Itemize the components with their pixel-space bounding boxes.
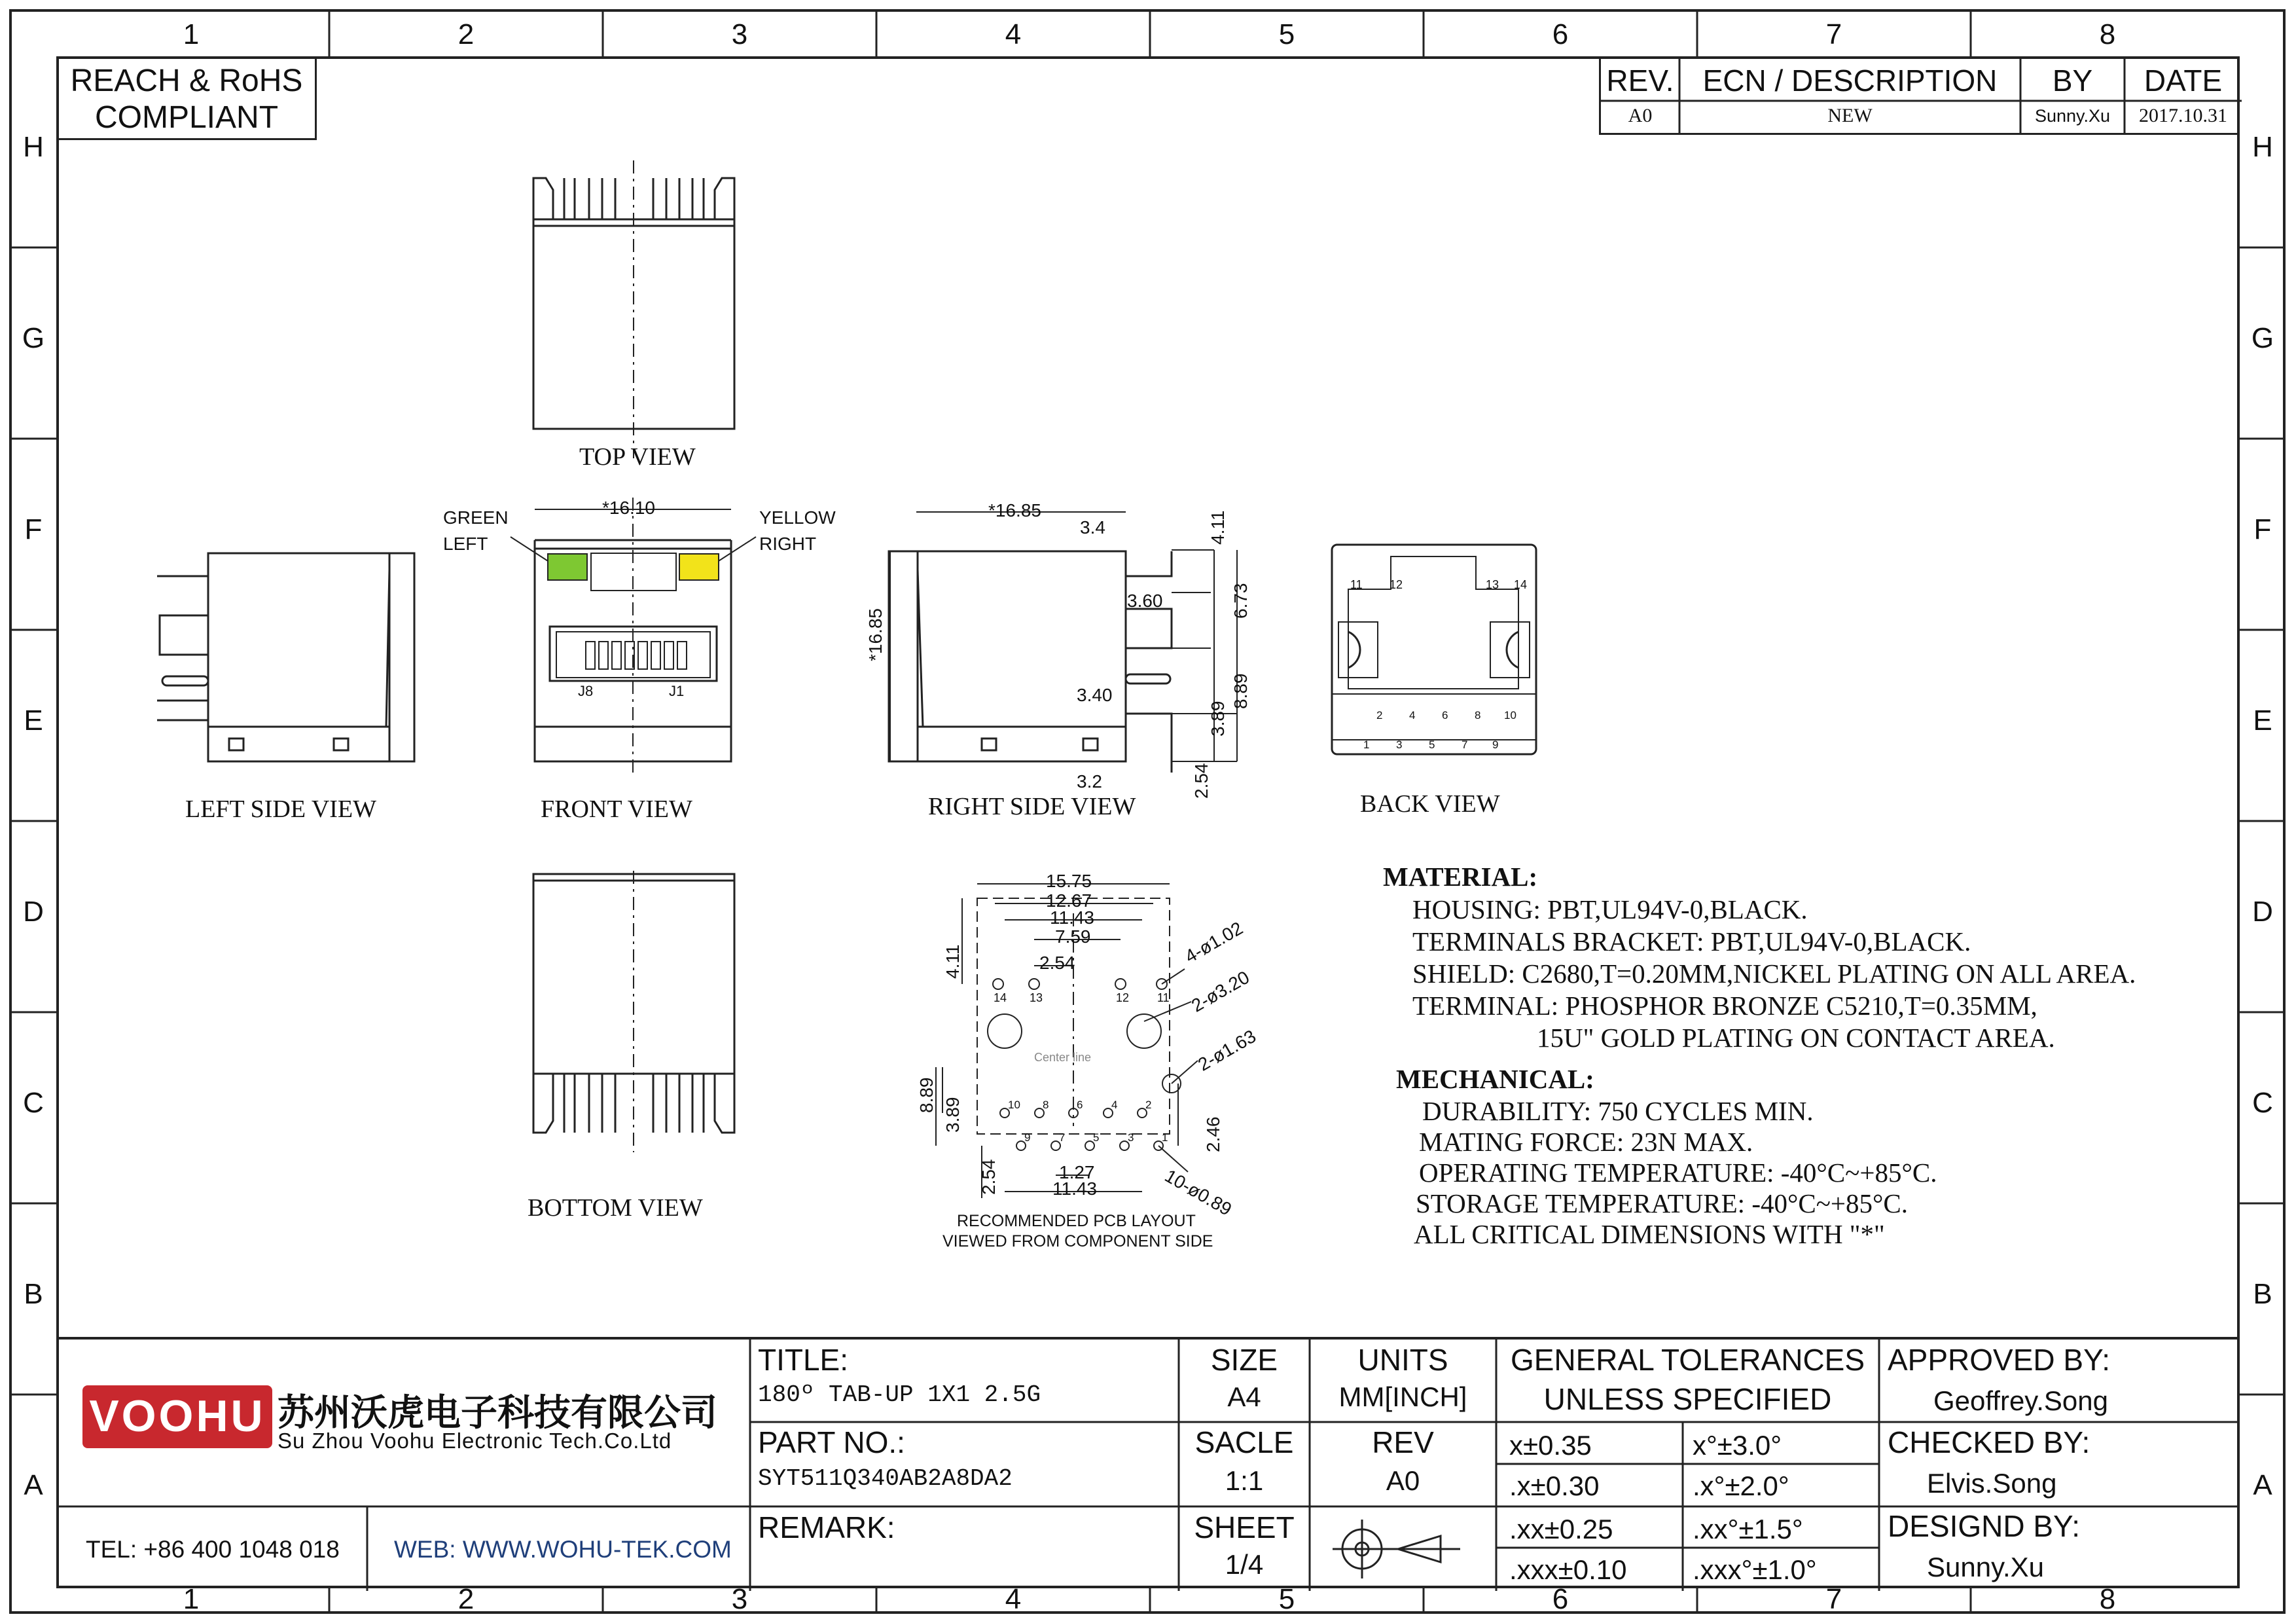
ecn-cell: NEW	[1827, 105, 1873, 126]
title-block	[56, 1337, 2240, 1588]
pcb-dim-2-54-top: 2.54	[1039, 953, 1075, 973]
tolerance-linear-0: x±0.35	[1509, 1430, 1592, 1461]
material-bracket: TERMINALS BRACKET: PBT,UL94V-0,BLACK.	[1412, 926, 1971, 957]
material-terminal: TERMINAL: PHOSPHOR BRONZE C5210,T=0.35MM,	[1412, 991, 2037, 1021]
company-name-en: Su Zhou Voohu Electronic Tech.Co.Ltd	[278, 1429, 672, 1453]
tolerance-linear-3: .xxx±0.10	[1509, 1554, 1627, 1585]
zone-col-5-bottom: 5	[1278, 1583, 1295, 1615]
tolerance-angular-0: x°±3.0°	[1693, 1430, 1782, 1461]
tolerance-angular-2: .xx°±1.5°	[1693, 1514, 1803, 1544]
zone-row-c: C	[23, 1087, 44, 1119]
zone-row-e-right: E	[2253, 704, 2272, 737]
zone-row-d-right: D	[2252, 896, 2273, 928]
back-pin-1: 1	[1363, 739, 1370, 751]
pcb-dim-7-59: 7.59	[1055, 926, 1091, 947]
back-pin-2: 2	[1376, 709, 1383, 721]
zone-row-d: D	[23, 896, 44, 928]
sheet-label: SHEET	[1194, 1510, 1295, 1544]
pcb-pin-11: 11	[1157, 991, 1170, 1004]
pcb-dim-2-46: 2.46	[1203, 1116, 1223, 1152]
projection-symbol-icon	[1333, 1523, 1463, 1582]
back-pin-8: 8	[1475, 709, 1481, 721]
dim-8-89: 8.89	[1230, 673, 1251, 709]
mechanical-storage: STORAGE TEMPERATURE: -40°C~+85°C.	[1416, 1188, 1909, 1218]
pcb-pin-3: 3	[1128, 1131, 1134, 1144]
back-pin-12: 12	[1390, 578, 1403, 591]
zone-col-3-bottom: 3	[731, 1583, 748, 1615]
units-label: UNITS	[1357, 1343, 1448, 1377]
zone-col-1-bottom: 1	[183, 1583, 200, 1615]
by-cell: Sunny.Xu	[2034, 106, 2111, 126]
zone-row-a-right: A	[2253, 1469, 2272, 1501]
zone-row-h-right: H	[2252, 131, 2273, 163]
remark-label: REMARK:	[758, 1510, 895, 1544]
yellow-led-label: YELLOW	[759, 507, 836, 528]
rev-value: A0	[1386, 1465, 1420, 1496]
zone-row-f-right: F	[2253, 513, 2272, 545]
tolerance-linear-2: .xx±0.25	[1509, 1514, 1613, 1544]
pcb-pin-2: 2	[1145, 1099, 1152, 1111]
back-pin-9: 9	[1492, 739, 1499, 751]
pcb-hole-1-02: 4-ø1.02	[1181, 917, 1247, 967]
pcb-pin-7: 7	[1059, 1131, 1066, 1144]
zone-col-4-bottom: 4	[1005, 1583, 1022, 1615]
back-pin-10: 10	[1504, 709, 1516, 721]
size-value: A4	[1227, 1381, 1261, 1412]
zone-col-6-bottom: 6	[1552, 1583, 1569, 1615]
zone-col-4: 4	[1005, 18, 1022, 50]
back-pin-4: 4	[1409, 709, 1416, 721]
pin-j8: J8	[578, 683, 594, 699]
right-side-view-drawing	[889, 512, 1237, 773]
back-pin-5: 5	[1429, 739, 1435, 751]
zone-col-8: 8	[2099, 18, 2116, 50]
scale-label: SACLE	[1194, 1425, 1294, 1459]
zone-col-2: 2	[457, 18, 475, 50]
rev-cell: A0	[1628, 105, 1653, 126]
pcb-pin-1: 1	[1162, 1131, 1168, 1144]
material-heading: MATERIAL:	[1383, 862, 1538, 892]
pcb-caption-2: VIEWED FROM COMPONENT SIDE	[942, 1232, 1213, 1250]
dim-3-60: 3.60	[1127, 591, 1163, 611]
brand-logo-text: VOOHU	[89, 1391, 266, 1441]
top-view-label: TOP VIEW	[579, 443, 696, 471]
designed-by-label: DESIGND BY:	[1888, 1509, 2080, 1543]
part-number-value: SYT511Q340AB2A8DA2	[758, 1465, 1013, 1492]
company-web[interactable]: WEB: WWW.WOHU-TEK.COM	[394, 1536, 732, 1563]
pcb-pin-6: 6	[1077, 1099, 1083, 1111]
yellow-led	[679, 554, 719, 580]
pcb-dim-1-27: 1.27	[1059, 1162, 1095, 1182]
scale-value: 1:1	[1225, 1465, 1264, 1496]
designed-by-value: Sunny.Xu	[1927, 1552, 2045, 1582]
zone-row-e: E	[24, 704, 43, 737]
mechanical-heading: MECHANICAL:	[1396, 1064, 1594, 1094]
pin-j1: J1	[669, 683, 685, 699]
pcb-pin-9: 9	[1024, 1131, 1031, 1144]
zone-col-2-bottom: 2	[457, 1583, 475, 1615]
dim-3-40: 3.40	[1077, 685, 1113, 705]
front-view-drawing	[511, 498, 756, 773]
material-housing: HOUSING: PBT,UL94V-0,BLACK.	[1412, 894, 1808, 924]
top-view-drawing	[533, 160, 734, 458]
right-depth-dim: *16.85	[988, 500, 1041, 520]
pcb-center-line: Center line	[1034, 1051, 1092, 1064]
right-side-view-label: RIGHT SIDE VIEW	[928, 793, 1136, 820]
back-pin-14: 14	[1514, 578, 1528, 591]
mechanical-mating: MATING FORCE: 23N MAX.	[1419, 1127, 1753, 1157]
right-height-dim: *16.85	[865, 608, 886, 661]
dim-3-2: 3.2	[1077, 771, 1102, 792]
zone-col-3: 3	[731, 18, 748, 50]
bottom-view-label: BOTTOM VIEW	[528, 1194, 703, 1222]
pcb-dim-2-54-bottom: 2.54	[978, 1159, 999, 1195]
tolerance-heading-1: GENERAL TOLERANCES	[1510, 1343, 1865, 1377]
zone-row-g-right: G	[2251, 322, 2274, 354]
yellow-led-position: RIGHT	[759, 534, 817, 554]
pcb-hole-3-20: 2-ø3.20	[1188, 966, 1253, 1016]
pcb-caption-1: RECOMMENDED PCB LAYOUT	[957, 1212, 1196, 1230]
compliance-line1: REACH & RoHS	[70, 64, 303, 98]
checked-by-value: Elvis.Song	[1927, 1468, 2057, 1499]
units-value: MM[INCH]	[1338, 1381, 1467, 1412]
pcb-dim-8-89: 8.89	[916, 1077, 937, 1113]
checked-by-label: CHECKED BY:	[1888, 1425, 2090, 1459]
pcb-dim-12-67: 12.67	[1046, 890, 1092, 911]
approved-by-label: APPROVED BY:	[1888, 1343, 2111, 1377]
date-header: DATE	[2144, 64, 2223, 98]
zone-row-f: F	[24, 513, 43, 545]
left-side-view-drawing	[157, 553, 414, 761]
company-tel: TEL: +86 400 1048 018	[86, 1536, 340, 1563]
pcb-hole-1-63: 2-ø1.63	[1194, 1025, 1260, 1075]
back-pin-13: 13	[1486, 578, 1499, 591]
dim-3-4: 3.4	[1080, 517, 1105, 538]
dim-2-54: 2.54	[1191, 763, 1211, 799]
date-cell: 2017.10.31	[2139, 105, 2227, 126]
zone-col-6: 6	[1552, 18, 1569, 50]
zone-row-h: H	[23, 131, 44, 163]
zone-row-g: G	[22, 322, 45, 354]
brand-logo	[82, 1385, 272, 1448]
pcb-pin-10: 10	[1008, 1099, 1020, 1111]
ecn-header: ECN / DESCRIPTION	[1702, 64, 1998, 98]
pcb-dim-11-43-bottom: 11.43	[1052, 1178, 1097, 1199]
green-led-label: GREEN	[443, 507, 509, 528]
back-pin-3: 3	[1396, 739, 1403, 751]
rev-label: REV	[1372, 1425, 1434, 1459]
front-view-label: FRONT VIEW	[541, 795, 692, 823]
mechanical-operating: OPERATING TEMPERATURE: -40°C~+85°C.	[1419, 1158, 1937, 1188]
title-label: TITLE:	[758, 1343, 849, 1377]
rev-header: REV.	[1606, 64, 1674, 98]
tolerance-angular-3: .xxx°±1.0°	[1693, 1554, 1817, 1585]
back-pin-6: 6	[1442, 709, 1448, 721]
pcb-dim-11-43-top: 11.43	[1050, 907, 1094, 928]
zone-row-b-right: B	[2253, 1278, 2272, 1310]
green-led	[548, 554, 587, 580]
sheet-value: 1/4	[1225, 1549, 1264, 1580]
pcb-pin-12: 12	[1116, 991, 1130, 1004]
dim-4-11: 4.11	[1208, 510, 1228, 545]
dim-3-89: 3.89	[1208, 701, 1228, 737]
zone-col-5: 5	[1278, 18, 1295, 50]
pcb-pin-14: 14	[994, 991, 1007, 1004]
pcb-dim-4-11: 4.11	[942, 944, 963, 979]
company-name-cn: 苏州沃虎电子科技有限公司	[278, 1392, 717, 1433]
zone-col-1: 1	[183, 18, 200, 50]
tolerance-linear-1: .x±0.30	[1509, 1470, 1600, 1501]
compliance-line2: COMPLIANT	[94, 100, 279, 135]
pcb-hole-0-89: 10-ø0.89	[1161, 1165, 1236, 1220]
mechanical-critical-note: ALL CRITICAL DIMENSIONS WITH "*"	[1414, 1219, 1885, 1249]
zone-row-a: A	[24, 1469, 43, 1501]
approved-by-value: Geoffrey.Song	[1933, 1385, 2108, 1416]
tolerance-angular-1: .x°±2.0°	[1693, 1470, 1789, 1501]
pcb-pin-4: 4	[1111, 1099, 1118, 1111]
title-value: 180º TAB-UP 1X1 2.5G	[758, 1381, 1041, 1408]
pcb-dim-3-89: 3.89	[942, 1097, 963, 1133]
back-pin-11: 11	[1350, 578, 1363, 591]
front-width-dim: *16.10	[602, 498, 655, 518]
green-led-position: LEFT	[443, 534, 488, 554]
pcb-dim-15-75: 15.75	[1046, 871, 1092, 891]
back-pin-7: 7	[1462, 739, 1468, 751]
zone-col-8-bottom: 8	[2099, 1583, 2116, 1615]
mechanical-durability: DURABILITY: 750 CYCLES MIN.	[1422, 1096, 1814, 1126]
material-shield: SHIELD: C2680,T=0.20MM,NICKEL PLATING ON ALL AREA.	[1412, 958, 2136, 989]
pcb-pin-13: 13	[1030, 991, 1043, 1004]
size-label: SIZE	[1210, 1343, 1278, 1377]
tolerance-heading-2: UNLESS SPECIFIED	[1543, 1382, 1832, 1416]
zone-row-c-right: C	[2252, 1087, 2273, 1119]
bottom-view-drawing	[533, 871, 734, 1152]
zone-row-b: B	[24, 1278, 43, 1310]
back-view-label: BACK VIEW	[1360, 790, 1500, 818]
pcb-pin-5: 5	[1093, 1131, 1100, 1144]
zone-col-7-bottom: 7	[1825, 1583, 1842, 1615]
left-side-view-label: LEFT SIDE VIEW	[185, 795, 377, 823]
dim-6-73: 6.73	[1230, 583, 1251, 619]
material-terminal-plating: 15U" GOLD PLATING ON CONTACT AREA.	[1537, 1023, 2055, 1053]
back-view-drawing	[1332, 545, 1536, 754]
zone-col-7: 7	[1825, 18, 1842, 50]
by-header: BY	[2052, 64, 2093, 98]
pcb-pin-8: 8	[1043, 1099, 1049, 1111]
part-number-label: PART NO.:	[758, 1425, 905, 1459]
